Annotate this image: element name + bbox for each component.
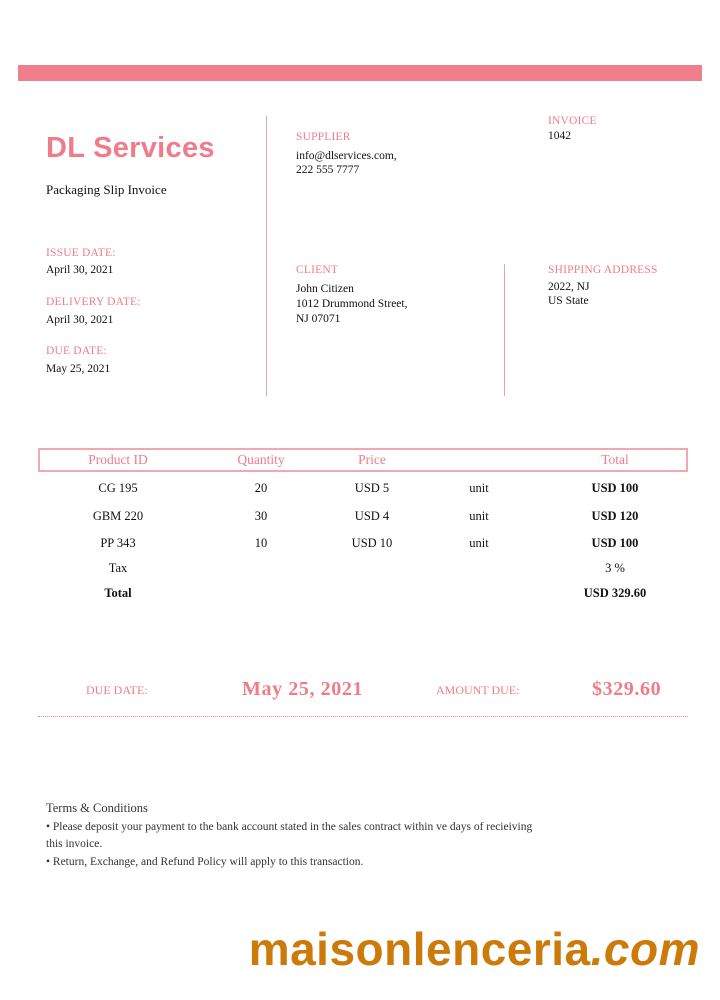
shipping-label: SHIPPING ADDRESS (548, 264, 658, 276)
header-quantity: Quantity (237, 452, 285, 467)
cell-product: CG 195 (98, 481, 138, 495)
invoice-label: INVOICE (548, 115, 597, 127)
terms-line-2: this invoice. (46, 838, 103, 850)
supplier-label: SUPPLIER (296, 131, 351, 143)
client-label: CLIENT (296, 264, 339, 276)
supplier-email: info@dlservices.com, (296, 150, 397, 162)
client-street: 1012 Drummond Street, (296, 298, 408, 310)
cell-product: GBM 220 (92, 509, 144, 523)
cell-unit: unit (469, 481, 489, 495)
header-price: Price (358, 452, 386, 467)
cell-total: USD 120 (591, 509, 639, 523)
header-accent-bar (18, 65, 702, 81)
total-label: Total (104, 586, 132, 600)
divider-right (504, 264, 505, 396)
watermark-suffix: .com (590, 923, 700, 975)
watermark-main: maisonlenceria (248, 923, 591, 975)
client-city: NJ 07071 (296, 313, 341, 325)
cell-total: USD 100 (591, 536, 639, 550)
terms-line-1: • Please deposit your payment to the bank account stated in the sales contract within ve days of recieiving (46, 821, 533, 833)
cell-quantity: 20 (254, 481, 268, 495)
shipping-line2: US State (548, 295, 589, 307)
cell-price: USD 5 (354, 481, 390, 495)
cell-unit: unit (469, 536, 489, 550)
terms-line-3: • Return, Exchange, and Refund Policy will apply to this transaction. (46, 856, 364, 868)
client-name: John Citizen (296, 283, 354, 295)
cell-unit: unit (469, 509, 489, 523)
tax-label: Tax (108, 561, 128, 575)
cell-total: USD 100 (591, 481, 639, 495)
cell-price: USD 10 (351, 536, 393, 550)
summary-due-label: DUE DATE: (86, 683, 148, 697)
site-watermark (249, 922, 700, 976)
cell-quantity: 30 (254, 509, 268, 523)
tax-value: 3 % (605, 561, 625, 575)
summary-amount-value: $329.60 (592, 678, 662, 700)
summary-amount-label: AMOUNT DUE: (436, 683, 520, 697)
due-date-label: DUE DATE: (46, 345, 107, 357)
cell-product: PP 343 (100, 536, 136, 550)
issue-date-value: April 30, 2021 (46, 264, 114, 276)
terms-title: Terms & Conditions (46, 801, 148, 815)
summary-due-value: May 25, 2021 (242, 678, 364, 700)
total-value: USD 329.60 (583, 586, 647, 600)
invoice-number: 1042 (548, 130, 571, 142)
divider-left (266, 116, 267, 396)
issue-date-label: ISSUE DATE: (46, 247, 116, 259)
summary-divider (38, 716, 688, 717)
delivery-date-value: April 30, 2021 (46, 314, 114, 326)
header-total: Total (601, 452, 629, 467)
header-product-id: Product ID (88, 452, 148, 467)
shipping-line1: 2022, NJ (548, 281, 590, 293)
company-name: DL Services (46, 132, 215, 164)
cell-price: USD 4 (354, 509, 390, 523)
delivery-date-label: DELIVERY DATE: (46, 296, 141, 308)
cell-quantity: 10 (254, 536, 268, 550)
due-date-value: May 25, 2021 (46, 363, 111, 375)
document-subtitle: Packaging Slip Invoice (46, 182, 167, 197)
supplier-phone: 222 555 7777 (296, 164, 360, 176)
